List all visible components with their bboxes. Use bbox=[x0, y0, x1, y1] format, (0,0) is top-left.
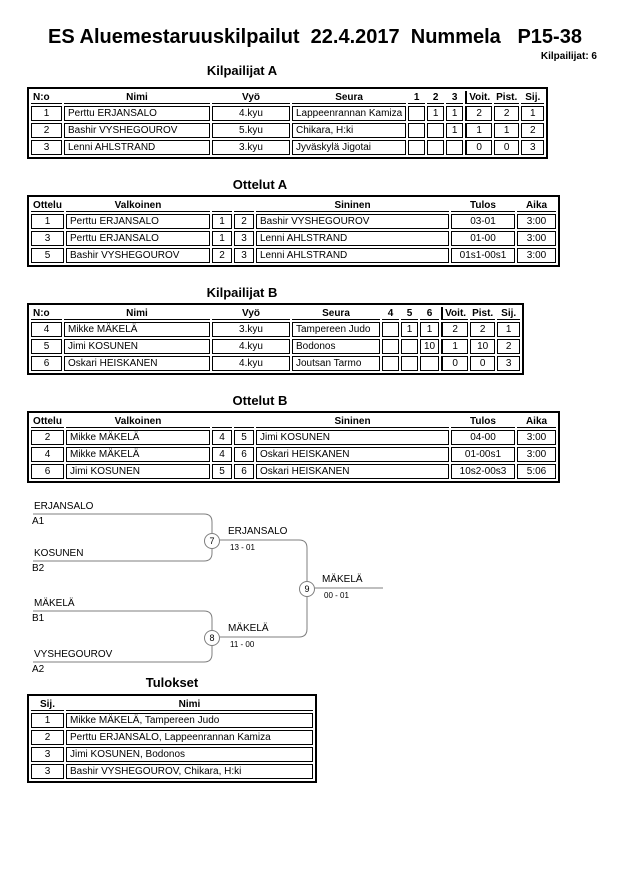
table-cell: 2 bbox=[212, 248, 232, 263]
column-header: Nimi bbox=[64, 91, 210, 104]
table-cell: 5 bbox=[31, 248, 64, 263]
table-cell: Lenni AHLSTRAND bbox=[256, 248, 449, 263]
page-title: ES Aluemestaruuskilpailut 22.4.2017 Nummela P15-38 bbox=[48, 26, 582, 48]
table-cell: 6 bbox=[31, 464, 64, 479]
table-cell: Jimi KOSUNEN bbox=[66, 464, 210, 479]
table-cell: 5:06 bbox=[517, 464, 556, 479]
table-cell: Lappeenrannan Kamiza bbox=[292, 106, 406, 121]
column-header: Aika bbox=[517, 415, 556, 428]
table-cell: 3 bbox=[497, 356, 520, 371]
table-cell: 3.kyu bbox=[212, 140, 290, 155]
column-header: Sij. bbox=[31, 698, 64, 711]
table-cell: 1 bbox=[31, 214, 64, 229]
column-header: Vyö bbox=[212, 307, 290, 320]
table-cell: 1 bbox=[465, 123, 492, 138]
bracket-match-circle: 7 bbox=[204, 533, 220, 549]
table-cell: Mikke MÄKELÄ bbox=[66, 447, 210, 462]
table-row bbox=[31, 747, 313, 762]
bracket-slot-name: VYSHEGOUROV bbox=[34, 649, 113, 660]
table-cell: 1 bbox=[401, 322, 418, 337]
column-header: Sij. bbox=[521, 91, 544, 104]
table-cell: 2 bbox=[465, 106, 492, 121]
table-cell: 0 bbox=[470, 356, 495, 371]
table-cell: 4 bbox=[31, 322, 62, 337]
table-cell: 6 bbox=[234, 447, 254, 462]
table-cell: 6 bbox=[234, 464, 254, 479]
bracket-match-circle: 9 bbox=[299, 581, 315, 597]
column-header: Tulos bbox=[451, 199, 515, 212]
bracket-winner-name: MÄKELÄ bbox=[322, 574, 363, 585]
column-header: Tulos bbox=[451, 415, 515, 428]
table-cell: Lenni AHLSTRAND bbox=[64, 140, 210, 155]
table-cell: Jyväskylä Jigotai bbox=[292, 140, 406, 155]
table-cell: Bashir VYSHEGOUROV bbox=[64, 123, 210, 138]
table-cell: Tampereen Judo bbox=[292, 322, 380, 337]
table-cell: 2 bbox=[521, 123, 544, 138]
column-header: Ottelu bbox=[31, 199, 64, 212]
column-header: Valkoinen bbox=[66, 415, 210, 428]
table-cell: 4 bbox=[31, 447, 64, 462]
table-cell: 2 bbox=[494, 106, 519, 121]
bracket-slot-name: MÄKELÄ bbox=[34, 598, 75, 609]
table-cell: Oskari HEISKANEN bbox=[256, 447, 449, 462]
bracket-match-score: 13 - 01 bbox=[230, 543, 255, 552]
table-cell: 1 bbox=[212, 231, 232, 246]
tulokset-table bbox=[27, 694, 317, 783]
table-cell: 5 bbox=[234, 430, 254, 445]
column-header: 5 bbox=[401, 307, 418, 320]
column-header: Seura bbox=[292, 307, 380, 320]
table-cell: 01s1-00s1 bbox=[451, 248, 515, 263]
table-cell: 4 bbox=[212, 447, 232, 462]
column-header: Ottelu bbox=[31, 415, 64, 428]
table-cell: Oskari HEISKANEN bbox=[64, 356, 210, 371]
column-header: Pist. bbox=[496, 91, 518, 103]
table-cell: 4.kyu bbox=[212, 356, 290, 371]
table-cell: 04-00 bbox=[451, 430, 515, 445]
table-cell: Perttu ERJANSALO bbox=[66, 214, 210, 229]
column-header: 1 bbox=[408, 91, 425, 104]
table-cell: 1 bbox=[31, 713, 64, 728]
bracket-match-score: 00 - 01 bbox=[324, 591, 349, 600]
table-cell: 3 bbox=[234, 248, 254, 263]
column-header: Valkoinen bbox=[66, 199, 210, 212]
section-title-ottelut-b: Ottelut B bbox=[232, 393, 288, 408]
table-cell: Mikke MÄKELÄ bbox=[64, 322, 210, 337]
column-header: Sininen bbox=[256, 199, 449, 212]
column-header: N:o bbox=[31, 91, 62, 104]
table-cell: 01-00 bbox=[451, 231, 515, 246]
table-cell: 03-01 bbox=[451, 214, 515, 229]
table-cell: 2 bbox=[31, 430, 64, 445]
bracket-match-circle: 8 bbox=[204, 630, 220, 646]
table-cell: 3:00 bbox=[517, 430, 556, 445]
table-cell: Bashir VYSHEGOUROV bbox=[66, 248, 210, 263]
table-cell: Bashir VYSHEGOUROV bbox=[256, 214, 449, 229]
table-cell: Bodonos bbox=[292, 339, 380, 354]
table-cell: Jimi KOSUNEN, Bodonos bbox=[66, 747, 313, 762]
table-cell: 4.kyu bbox=[212, 339, 290, 354]
bracket-slot-seed: A1 bbox=[32, 516, 45, 527]
column-header: Sij. bbox=[497, 307, 520, 320]
table-cell: 3:00 bbox=[517, 231, 556, 246]
table-cell: 3:00 bbox=[517, 248, 556, 263]
table-cell: 3:00 bbox=[517, 214, 556, 229]
table-cell: 3 bbox=[521, 140, 544, 155]
table-cell: 10 bbox=[420, 339, 439, 354]
table-cell: 1 bbox=[420, 322, 439, 337]
table-cell: 0 bbox=[494, 140, 519, 155]
section-title-kilpailijat-b: Kilpailijat B bbox=[206, 285, 278, 300]
table-cell: 01-00s1 bbox=[451, 447, 515, 462]
column-header: Sininen bbox=[256, 415, 449, 428]
table-cell: Bashir VYSHEGOUROV, Chikara, H:ki bbox=[66, 764, 313, 779]
table-cell: 2 bbox=[31, 730, 64, 745]
table-cell: 2 bbox=[441, 322, 468, 337]
header-row bbox=[31, 698, 313, 711]
section-title-ottelut-a: Ottelut A bbox=[232, 177, 288, 192]
table-cell: 1 bbox=[31, 106, 62, 121]
table-cell: Joutsan Tarmo bbox=[292, 356, 380, 371]
table-cell: 3 bbox=[31, 747, 64, 762]
table-cell: 0 bbox=[465, 140, 492, 155]
bracket-slot-seed: B1 bbox=[32, 613, 45, 624]
table-cell: Perttu ERJANSALO bbox=[64, 106, 210, 121]
table-cell: Mikke MÄKELÄ bbox=[66, 430, 210, 445]
table-cell: 5 bbox=[212, 464, 232, 479]
table-row bbox=[31, 730, 313, 745]
table-cell: 1 bbox=[427, 106, 444, 121]
column-header: Voit. bbox=[441, 307, 468, 320]
table-cell: Mikke MÄKELÄ, Tampereen Judo bbox=[66, 713, 313, 728]
table-cell: 2 bbox=[234, 214, 254, 229]
bracket-slot-seed: B2 bbox=[32, 563, 45, 574]
column-header: 3 bbox=[446, 91, 463, 104]
table-cell: Jimi KOSUNEN bbox=[64, 339, 210, 354]
column-header: 6 bbox=[420, 307, 439, 320]
column-header: 4 bbox=[382, 307, 399, 320]
table-cell: 3 bbox=[31, 140, 62, 155]
table-cell: 10 bbox=[470, 339, 495, 354]
column-header: Nimi bbox=[64, 307, 210, 320]
table-cell: 5.kyu bbox=[212, 123, 290, 138]
bracket-slot-seed: A2 bbox=[32, 664, 45, 675]
table-cell: 1 bbox=[441, 339, 468, 354]
table-cell: 4.kyu bbox=[212, 106, 290, 121]
column-header: 2 bbox=[427, 91, 444, 104]
section-title-tulokset: Tulokset bbox=[145, 675, 199, 690]
table-cell: 1 bbox=[494, 123, 519, 138]
table-row bbox=[31, 713, 313, 728]
competitors-count: Kilpailijat: 6 bbox=[540, 51, 597, 62]
table-cell: 1 bbox=[212, 214, 232, 229]
column-header: Nimi bbox=[66, 698, 313, 711]
section-title-kilpailijat-a: Kilpailijat A bbox=[206, 63, 278, 78]
column-header: Aika bbox=[517, 199, 556, 212]
table-cell: 1 bbox=[446, 106, 463, 121]
table-cell: Perttu ERJANSALO, Lappeenrannan Kamiza bbox=[66, 730, 313, 745]
table-cell: 4 bbox=[212, 430, 232, 445]
column-header: Pist. bbox=[472, 307, 494, 319]
table-cell: Perttu ERJANSALO bbox=[66, 231, 210, 246]
table-cell: 2 bbox=[497, 339, 520, 354]
table-row bbox=[31, 764, 313, 779]
table-cell: 10s2-00s3 bbox=[451, 464, 515, 479]
column-header: N:o bbox=[31, 307, 62, 320]
table-cell: 3 bbox=[31, 764, 64, 779]
table-cell: Chikara, H:ki bbox=[292, 123, 406, 138]
table-cell: 2 bbox=[470, 322, 495, 337]
table-cell: 1 bbox=[446, 123, 463, 138]
column-header: Voit. bbox=[465, 91, 492, 104]
table-cell: 1 bbox=[497, 322, 520, 337]
table-cell: Jimi KOSUNEN bbox=[256, 430, 449, 445]
table-cell: Oskari HEISKANEN bbox=[256, 464, 449, 479]
table-cell: 5 bbox=[31, 339, 62, 354]
bracket-match-score: 11 - 00 bbox=[230, 640, 255, 649]
table-cell: 3 bbox=[234, 231, 254, 246]
table-cell: 3:00 bbox=[517, 447, 556, 462]
table-cell: 6 bbox=[31, 356, 62, 371]
bracket-slot-name: KOSUNEN bbox=[34, 548, 84, 559]
column-header: Vyö bbox=[212, 91, 290, 104]
table-cell: 2 bbox=[31, 123, 62, 138]
table-cell: Lenni AHLSTRAND bbox=[256, 231, 449, 246]
bracket-slot-name: ERJANSALO bbox=[34, 501, 94, 512]
table-cell: 3.kyu bbox=[212, 322, 290, 337]
bracket-winner-name: ERJANSALO bbox=[228, 526, 288, 537]
column-header: Seura bbox=[292, 91, 406, 104]
bracket-winner-name: MÄKELÄ bbox=[228, 623, 269, 634]
table-cell: 3 bbox=[31, 231, 64, 246]
table-cell: 1 bbox=[521, 106, 544, 121]
table-cell: 0 bbox=[441, 356, 468, 371]
